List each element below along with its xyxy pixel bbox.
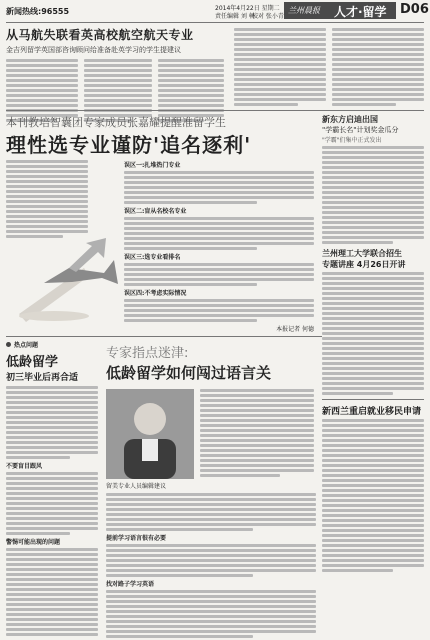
proofreader: 校对 张小青 (252, 13, 284, 20)
sidebar-ad-subtitle: "学霸长名"计划奖金瓜分 (322, 126, 399, 134)
left-article (6, 340, 98, 638)
left-article-title: 低龄留学 (6, 355, 59, 370)
sidebar-ad-subtitle-2: "学霸"们集中正式发出 (322, 137, 382, 144)
main-feature-body (124, 160, 314, 333)
top-article-subtitle: 金吉列留学英国部咨询顾问给准备赴英学习的学生提建议 (6, 46, 181, 54)
main-feature-kicker: 本刊教培智囊团专家成员张嘉耀提醒准留学生 (6, 116, 226, 129)
paper-name: 兰州晨报 (288, 6, 320, 15)
top-article-title: 从马航失联看英高校航空航天专业 (6, 28, 194, 42)
top-article (6, 26, 226, 126)
expert-photo (106, 389, 194, 479)
hot-topic-tag (6, 340, 98, 349)
main-feature-intro (6, 160, 88, 240)
editor: 责任编辑 刘 畅 (215, 13, 255, 20)
left-subhead-1: 不要盲目跟风 (6, 463, 43, 470)
sidebar-job-head: 新西兰重启就业移民申请 (322, 407, 422, 417)
expert-subhead-1: 提前学习语言很有必要 (106, 535, 167, 542)
section-head-4: 误区四:不考虑实际情况 (124, 290, 187, 297)
sidebar-ad-title: 新东方启迪出国 (322, 115, 378, 124)
expert-subhead-2: 找对路子学习英语 (106, 581, 155, 588)
sidebar (322, 114, 424, 640)
masthead (0, 0, 430, 22)
hotline: 新闻热线:96555 (6, 7, 70, 16)
left-subhead-2: 警惕可能出现的问题 (6, 539, 61, 546)
page-number: D06 (400, 2, 429, 17)
section-head-2: 误区二:盲从名校名专业 (124, 208, 187, 215)
left-article-subtitle: 初三毕业后再合适 (6, 373, 79, 383)
section-head-3: 误区三:选专业看排名 (124, 254, 181, 261)
main-feature-title: 理性选专业谨防'追名逐利' (6, 133, 252, 157)
sidebar-news-subhead: 专题讲座 4月26日开讲 (322, 260, 406, 269)
top-article-continued (234, 28, 424, 110)
section-head-1: 误区一:扎堆热门专业 (124, 162, 181, 169)
hot-topic-label: 热点问题 (14, 342, 39, 349)
crossroads-arrow-image (14, 238, 124, 322)
expert-title: 低龄留学如何闯过语言关 (106, 364, 272, 382)
sidebar-news-head: 兰州理工大学联合招生 (322, 249, 402, 258)
issue-date: 2014年4月22日 星期二 (215, 5, 280, 12)
expert-kicker: 专家指点迷津: (106, 346, 189, 361)
section-name: 人才·留学 (334, 5, 387, 19)
bullet-icon (6, 342, 11, 347)
expert-photo-caption: 留美专业人员编辑建议 (106, 483, 167, 490)
byline: 本报记者 何德 (276, 326, 314, 333)
expert-article (106, 342, 316, 638)
expert-intro (200, 389, 314, 479)
section-banner (284, 2, 396, 19)
